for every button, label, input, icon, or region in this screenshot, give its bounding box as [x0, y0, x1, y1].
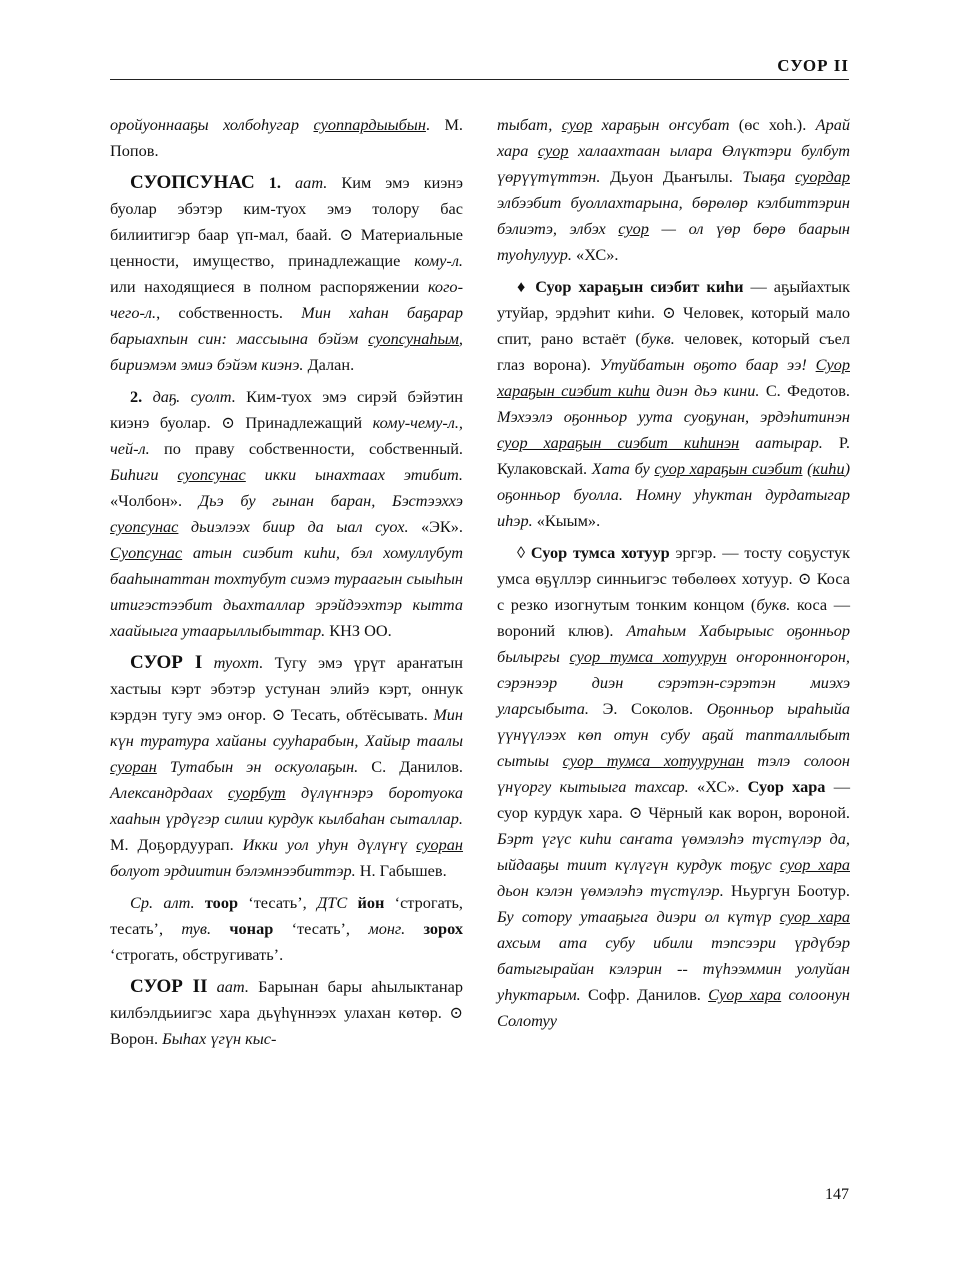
- text: аатырар.: [739, 433, 823, 452]
- text: Дьэ бу гынан баран, Бэстээххэ: [198, 491, 463, 510]
- text: — аҕыйахтык утуйар, эрдэһит киһи. ⊙ Человек, который мало спит, рано встаёт (: [497, 277, 850, 348]
- text: туохт.: [202, 653, 264, 672]
- text: йон: [357, 893, 385, 912]
- text: ДТС: [316, 893, 348, 912]
- idiom-suor-haragyn: [497, 274, 850, 534]
- text: элбээбит буоллахтарына, бөрөлөр кэлбиттэрин бэлиэтэ, элбэх: [497, 193, 850, 238]
- text: суор хараҕын сиэбит: [654, 459, 803, 478]
- text: суоран: [110, 757, 157, 776]
- text: ‘тесать’,: [273, 919, 369, 938]
- text: Икки уол уһун дүлүҥү: [242, 835, 417, 854]
- text: 2.: [130, 387, 153, 406]
- text: алт.: [163, 893, 195, 912]
- text: [153, 893, 163, 912]
- text: Ньургун Боотур.: [723, 881, 850, 900]
- idiom-suor-tumsa: [497, 540, 850, 1034]
- text: ‘строгать, тесать’,: [110, 893, 463, 938]
- etymology-paragraph: [110, 890, 463, 968]
- text: 1.: [254, 173, 296, 192]
- header-rule: [110, 79, 849, 80]
- entry-suor-1: [110, 650, 463, 884]
- text: (өс хоһ.).: [729, 115, 816, 134]
- text: Утуйбатын оҕото баар ээ!: [599, 355, 816, 374]
- text: икки ынахтаах этибит.: [245, 465, 463, 484]
- headword: СУОР I: [130, 652, 203, 673]
- text: оройуоннааҕы холбоһугар: [110, 115, 314, 134]
- text: ) оҕонньор буолла. Номну уһуктан дурдатыгар иһэр.: [497, 459, 851, 530]
- text: Суор хара: [708, 985, 782, 1004]
- text: хараҕын оҥсубат: [592, 115, 730, 134]
- text: Суопсунас: [110, 543, 183, 562]
- text: Ким-туох эмэ сирэй бэйэтин киэнэ буолар. ⊙ Принадлежащий: [110, 387, 464, 432]
- text: или находящиеся в полном распоряжении: [110, 277, 428, 296]
- text: дүлүҥнэрэ боротуока хааһын үрдүгэр силии курдук кылбаһан сыталлар.: [110, 783, 463, 828]
- text: [211, 919, 229, 938]
- text: , собственность.: [156, 303, 302, 322]
- text: суор: [618, 219, 649, 238]
- text: Арай хара: [497, 115, 850, 160]
- text: аат.: [295, 173, 328, 192]
- text: , бириэмэм эмиэ бэйэм киэнэ.: [110, 329, 463, 374]
- text: тув.: [181, 919, 212, 938]
- text: суопсунаһым: [368, 329, 459, 348]
- text: Тутабын эн оскуолаҕын.: [156, 757, 359, 776]
- text: тоор: [204, 893, 239, 912]
- text: суоран: [416, 835, 464, 854]
- text: Оҕонньор ыраһыйа үүнүүлээх көп отун субу аҕай тапталлыбыт сытыы: [497, 699, 851, 770]
- text: человек, который съел глаз ворона).: [497, 329, 851, 374]
- text: Атаһым Хабырыыс оҕонньор былыргы: [497, 621, 851, 666]
- headword: ◊ Суор тумса хотуур: [517, 543, 670, 562]
- text: Тыаҕа: [742, 167, 796, 186]
- text: Мэхээлэ оҕонньор уута суоҕунан, эрдэһитинэн: [497, 407, 850, 426]
- text: С. Данилов.: [358, 757, 463, 776]
- text: аат.: [207, 977, 249, 996]
- text: эргэр. — тосту соҕустук умса өҕүллэр синньигэс төбөлөөх хотуур. ⊙ Коса с резко изогнутым тонким концом (: [497, 543, 850, 614]
- text: суордар: [795, 167, 850, 186]
- text: суор тумса хотуурунан: [562, 751, 744, 770]
- text: Александрдаах: [110, 783, 229, 802]
- entry-suor-2: [110, 974, 463, 1052]
- text: ‘тесать’,: [238, 893, 317, 912]
- text: суор: [561, 115, 593, 134]
- text: зорох: [423, 919, 463, 938]
- text: С. Федотов.: [759, 381, 850, 400]
- text: болуот эрдиитин бэлэмнээбиттэр.: [110, 861, 356, 880]
- text: кому-л.: [414, 251, 463, 270]
- text: Быһах үгүн кыс-: [162, 1029, 277, 1048]
- left-column: [110, 112, 463, 1058]
- text: [405, 919, 423, 938]
- text: суоппардыыбын: [313, 115, 426, 134]
- text: М. Доҕордуурап.: [110, 835, 243, 854]
- text: Мин күн туратура хайаны сууһарабын, Хайыр таалы: [110, 705, 463, 750]
- text: [195, 893, 205, 912]
- text: Дьуон Дьаҥылы.: [600, 167, 743, 186]
- text: даҕ. суолт.: [152, 387, 236, 406]
- text: Мин хаһан баҕарар барыахпын син: массыына бэйэм: [110, 303, 463, 348]
- text: — суор курдук хара. ⊙ Чёрный как ворон, вороной.: [497, 777, 850, 822]
- text: по праву собственности, собственный.: [149, 439, 463, 458]
- headword: Суор хара: [747, 777, 826, 796]
- text: диэн дьэ кини.: [649, 381, 760, 400]
- text: суор хараҕын сиэбит киһинэн: [497, 433, 740, 452]
- text: Софр. Данилов.: [580, 985, 709, 1004]
- text: кого-чего-л.: [110, 277, 463, 322]
- page-number: 147: [825, 1186, 849, 1203]
- text: Н. Габышев.: [355, 861, 447, 880]
- text: суор тумса хотуурун: [569, 647, 727, 666]
- headword: ♦ Суор хараҕын сиэбит киһи: [517, 277, 744, 296]
- text: букв.: [640, 329, 675, 348]
- text: дьон кэлэн үөмэлэһэ түстүлэр.: [497, 881, 724, 900]
- text: халаахтаан ылара Өлүктэри булбут үөрүүтүттэн.: [497, 141, 850, 186]
- text: [347, 893, 357, 912]
- text: кому-чему-л., чей-л.: [110, 413, 463, 458]
- text: «ХС».: [688, 777, 748, 796]
- text: «Кыым».: [532, 511, 601, 530]
- text: суор хара: [779, 907, 850, 926]
- text: атын сиэбит киһи, бэл хомуллубут бааһынаттан тохтубут сиэмэ тураагын сыыһын итигэстээбит дьахталлар эрэйдээхтэр кытта хаайыыга утаарыллыбыттар.: [110, 543, 463, 640]
- headword: СУОПСУНАС: [130, 172, 255, 193]
- text: Ср.: [130, 893, 154, 912]
- text: тэлэ солоон үнүоргу кытыыга тахсар.: [497, 751, 850, 796]
- text: монг.: [368, 919, 406, 938]
- text: Биһиги: [110, 465, 178, 484]
- text: Бэрт үгүс киһи саҥата үөмэлэһэ түстүлэр да, ыйдааҕы тиит күлүгүн курдук тоҕус: [497, 829, 850, 874]
- text: Тугу эмэ үрүт араҥатын хастыы кэрт эбэтэр устунан элийэ кэрт, оннук кэрдэн тугу эмэ оҥор. ⊙ Тесать, обтёсывать.: [110, 653, 464, 724]
- text: коса — вороний клюв).: [497, 595, 851, 640]
- left-paragraph-1: [110, 112, 463, 164]
- text: (: [802, 459, 813, 478]
- running-header: СУОР II: [777, 56, 849, 75]
- text: Суор хараҕын сиэбит киһи: [497, 355, 850, 400]
- entry-suopsunas-1: [110, 170, 463, 378]
- text: Бу сотору утааҕыга диэри ол күтүр: [497, 907, 780, 926]
- text: — ол үөр бөрө баарын туоһулуур.: [497, 219, 850, 264]
- text: суор: [537, 141, 569, 160]
- text: чонар: [229, 919, 274, 938]
- text: оҥоронноҥорон, сэрэнээр диэн сэрэтэн-сэрэтэн миэхэ уларсыбыта.: [497, 647, 850, 718]
- text: дьиэлээх биир да ыал суох.: [178, 517, 409, 536]
- right-paragraph-1: [497, 112, 850, 268]
- text: суорбут: [228, 783, 286, 802]
- text: солоонун Солотуу: [497, 985, 850, 1030]
- entry-suopsunas-2: [110, 384, 463, 644]
- text: ахсым ата субу ибили тэпсээри үрдүбэр батыгырайан кэлэрин -- түһээммин уолуйан уһуктарым.: [497, 933, 850, 1004]
- text: КНЗ ОО.: [325, 621, 392, 640]
- text: Барынан бары аһылыктанар килбэлдьиигэс хара дьүһүннээх улахан көтөр. ⊙ Ворон.: [110, 977, 463, 1048]
- text: ‘строгать, обстругивать’.: [110, 945, 284, 964]
- text: . М. Попов.: [110, 115, 463, 160]
- text: киһи: [812, 459, 845, 478]
- text: Ким эмэ киэнэ буолар эбэтэр ким-туох эмэ толору бас билиитигэр баар үп-мал, баай. ⊙ Материальные ценности, имущество, принадлежащие: [110, 173, 464, 270]
- text: суопсунас: [177, 465, 246, 484]
- text: Р. Кулаковскай.: [497, 433, 850, 478]
- text: Э. Соколов.: [589, 699, 707, 718]
- text: букв.: [756, 595, 791, 614]
- text: суопсунас: [110, 517, 179, 536]
- text: «ХС».: [571, 245, 619, 264]
- headword: СУОР II: [130, 976, 208, 997]
- text: «ЭК».: [408, 517, 463, 536]
- text: тыбат,: [497, 115, 562, 134]
- right-column: [497, 112, 850, 1040]
- text: Далан.: [303, 355, 355, 374]
- text: «Чолбон».: [110, 491, 199, 510]
- text: Хата бу: [591, 459, 655, 478]
- text: суор хара: [779, 855, 850, 874]
